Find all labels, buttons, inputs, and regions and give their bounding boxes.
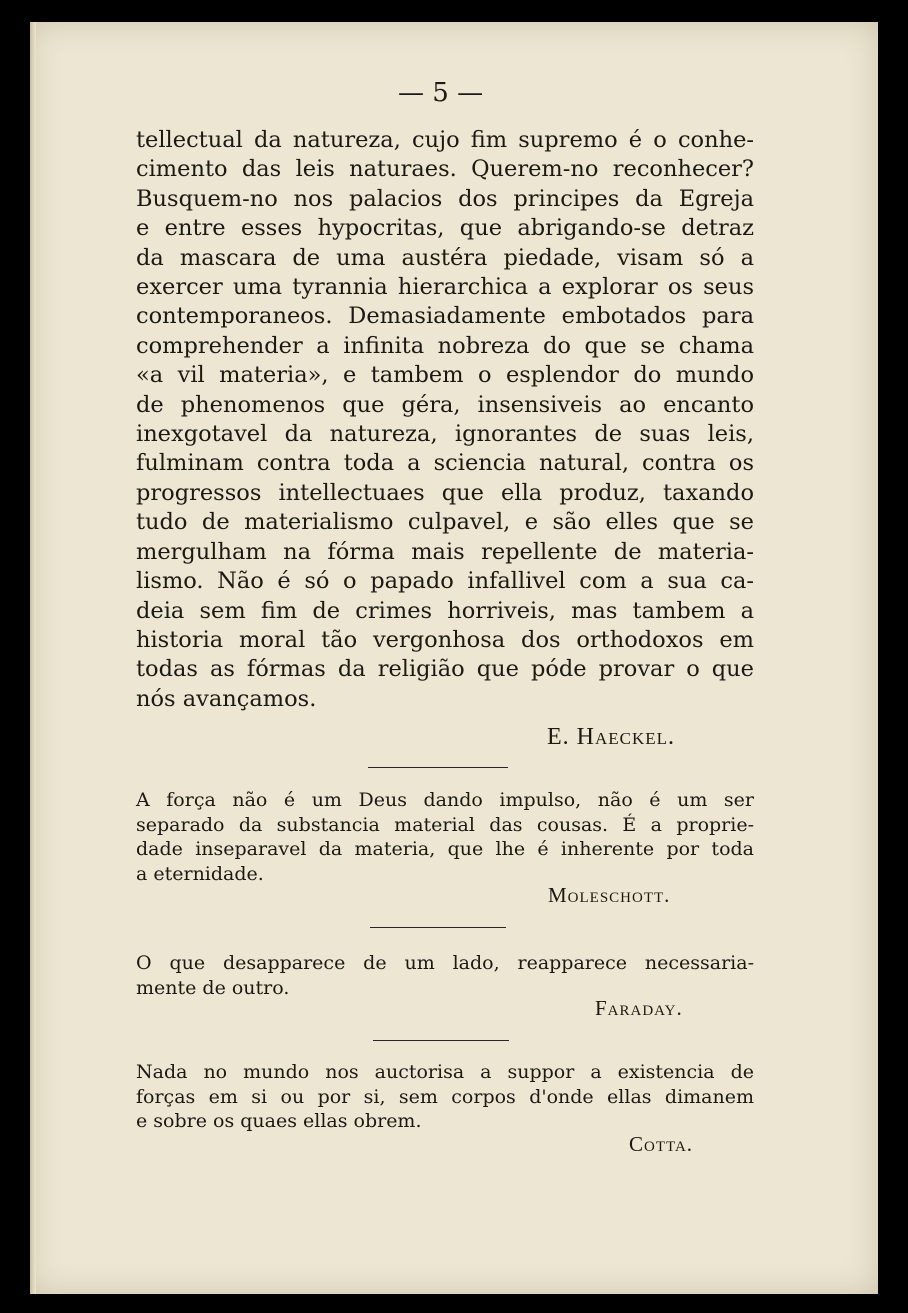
author-cotta: Cotta. xyxy=(629,1132,694,1156)
text-line: mente de outro. xyxy=(136,976,290,999)
text-line: Nada no mundo nos auctorisa a suppor a existencia de xyxy=(136,1061,754,1083)
moleschott-quote xyxy=(136,788,754,886)
text-line: a eternidade. xyxy=(136,862,264,885)
text-line: lismo. Não é só o papado infallivel com a sua ca- xyxy=(136,568,754,595)
separator-rule xyxy=(373,1040,509,1041)
text-line: da mascara de uma austéra piedade, visam só a xyxy=(136,244,754,271)
text-line: tudo de materialismo culpavel, e são elles que se xyxy=(136,509,754,536)
text-line: nós avançamos. xyxy=(136,685,317,712)
text-line: dade inseparavel da materia, que lhe é inherente por toda xyxy=(136,838,754,861)
text-line: mergulham na fórma mais repellente de materia- xyxy=(136,538,754,565)
text-line: «a vil materia», e tambem o esplendor do mundo xyxy=(136,362,754,389)
text-line: todas as fórmas da religião que póde provar o que xyxy=(136,656,754,683)
separator-rule xyxy=(368,767,508,768)
author-haeckel: E. Haeckel. xyxy=(547,724,676,750)
text-line: deia sem fim de crimes horriveis, mas tambem a xyxy=(136,597,754,624)
text-line: comprehender a infinita nobreza do que se chama xyxy=(136,332,754,359)
text-line: progressos intellectuaes que ella produz, taxando xyxy=(136,479,754,506)
page-number: — 5 — xyxy=(398,78,484,108)
text-line: contemporaneos. Demasiadamente embotados para xyxy=(136,303,754,330)
text-line: e entre esses hypocritas, que abrigando-se detraz xyxy=(136,215,754,242)
text-line: A força não é um Deus dando impulso, não é um ser xyxy=(136,789,754,811)
text-line: exercer uma tyrannia hierarchica a explorar os seus xyxy=(136,274,754,301)
text-line: e sobre os quaes ellas obrem. xyxy=(136,1110,422,1133)
author-moleschott: Moleschott. xyxy=(548,883,671,907)
text-line: separado da substancia material das cousas. É a proprie- xyxy=(136,813,754,836)
text-line: Busquem-no nos palacios dos principes da Egreja xyxy=(136,185,754,212)
text-line: cimento das leis naturaes. Querem-no reconhecer? xyxy=(136,156,754,183)
separator-rule xyxy=(370,927,506,928)
text-line: forças em si ou por si, sem corpos d'onde ellas dimanem xyxy=(136,1085,754,1108)
page-edge xyxy=(30,22,36,1294)
faraday-quote xyxy=(136,951,754,1000)
text-line: inexgotavel da natureza, ignorantes de suas leis, xyxy=(136,421,754,448)
text-line: O que desapparece de um lado, reapparece necessaria- xyxy=(136,952,754,974)
text-line: historia moral tão vergonhosa dos orthodoxos em xyxy=(136,626,754,653)
cotta-quote xyxy=(136,1060,754,1134)
text-line: de phenomenos que géra, insensiveis ao encanto xyxy=(136,391,754,418)
author-faraday: Faraday. xyxy=(595,996,683,1020)
text-line: tellectual da natureza, cujo fim supremo é o conhe- xyxy=(136,127,754,153)
haeckel-quote xyxy=(136,126,754,714)
text-line: fulminam contra toda a sciencia natural, contra os xyxy=(136,450,754,477)
